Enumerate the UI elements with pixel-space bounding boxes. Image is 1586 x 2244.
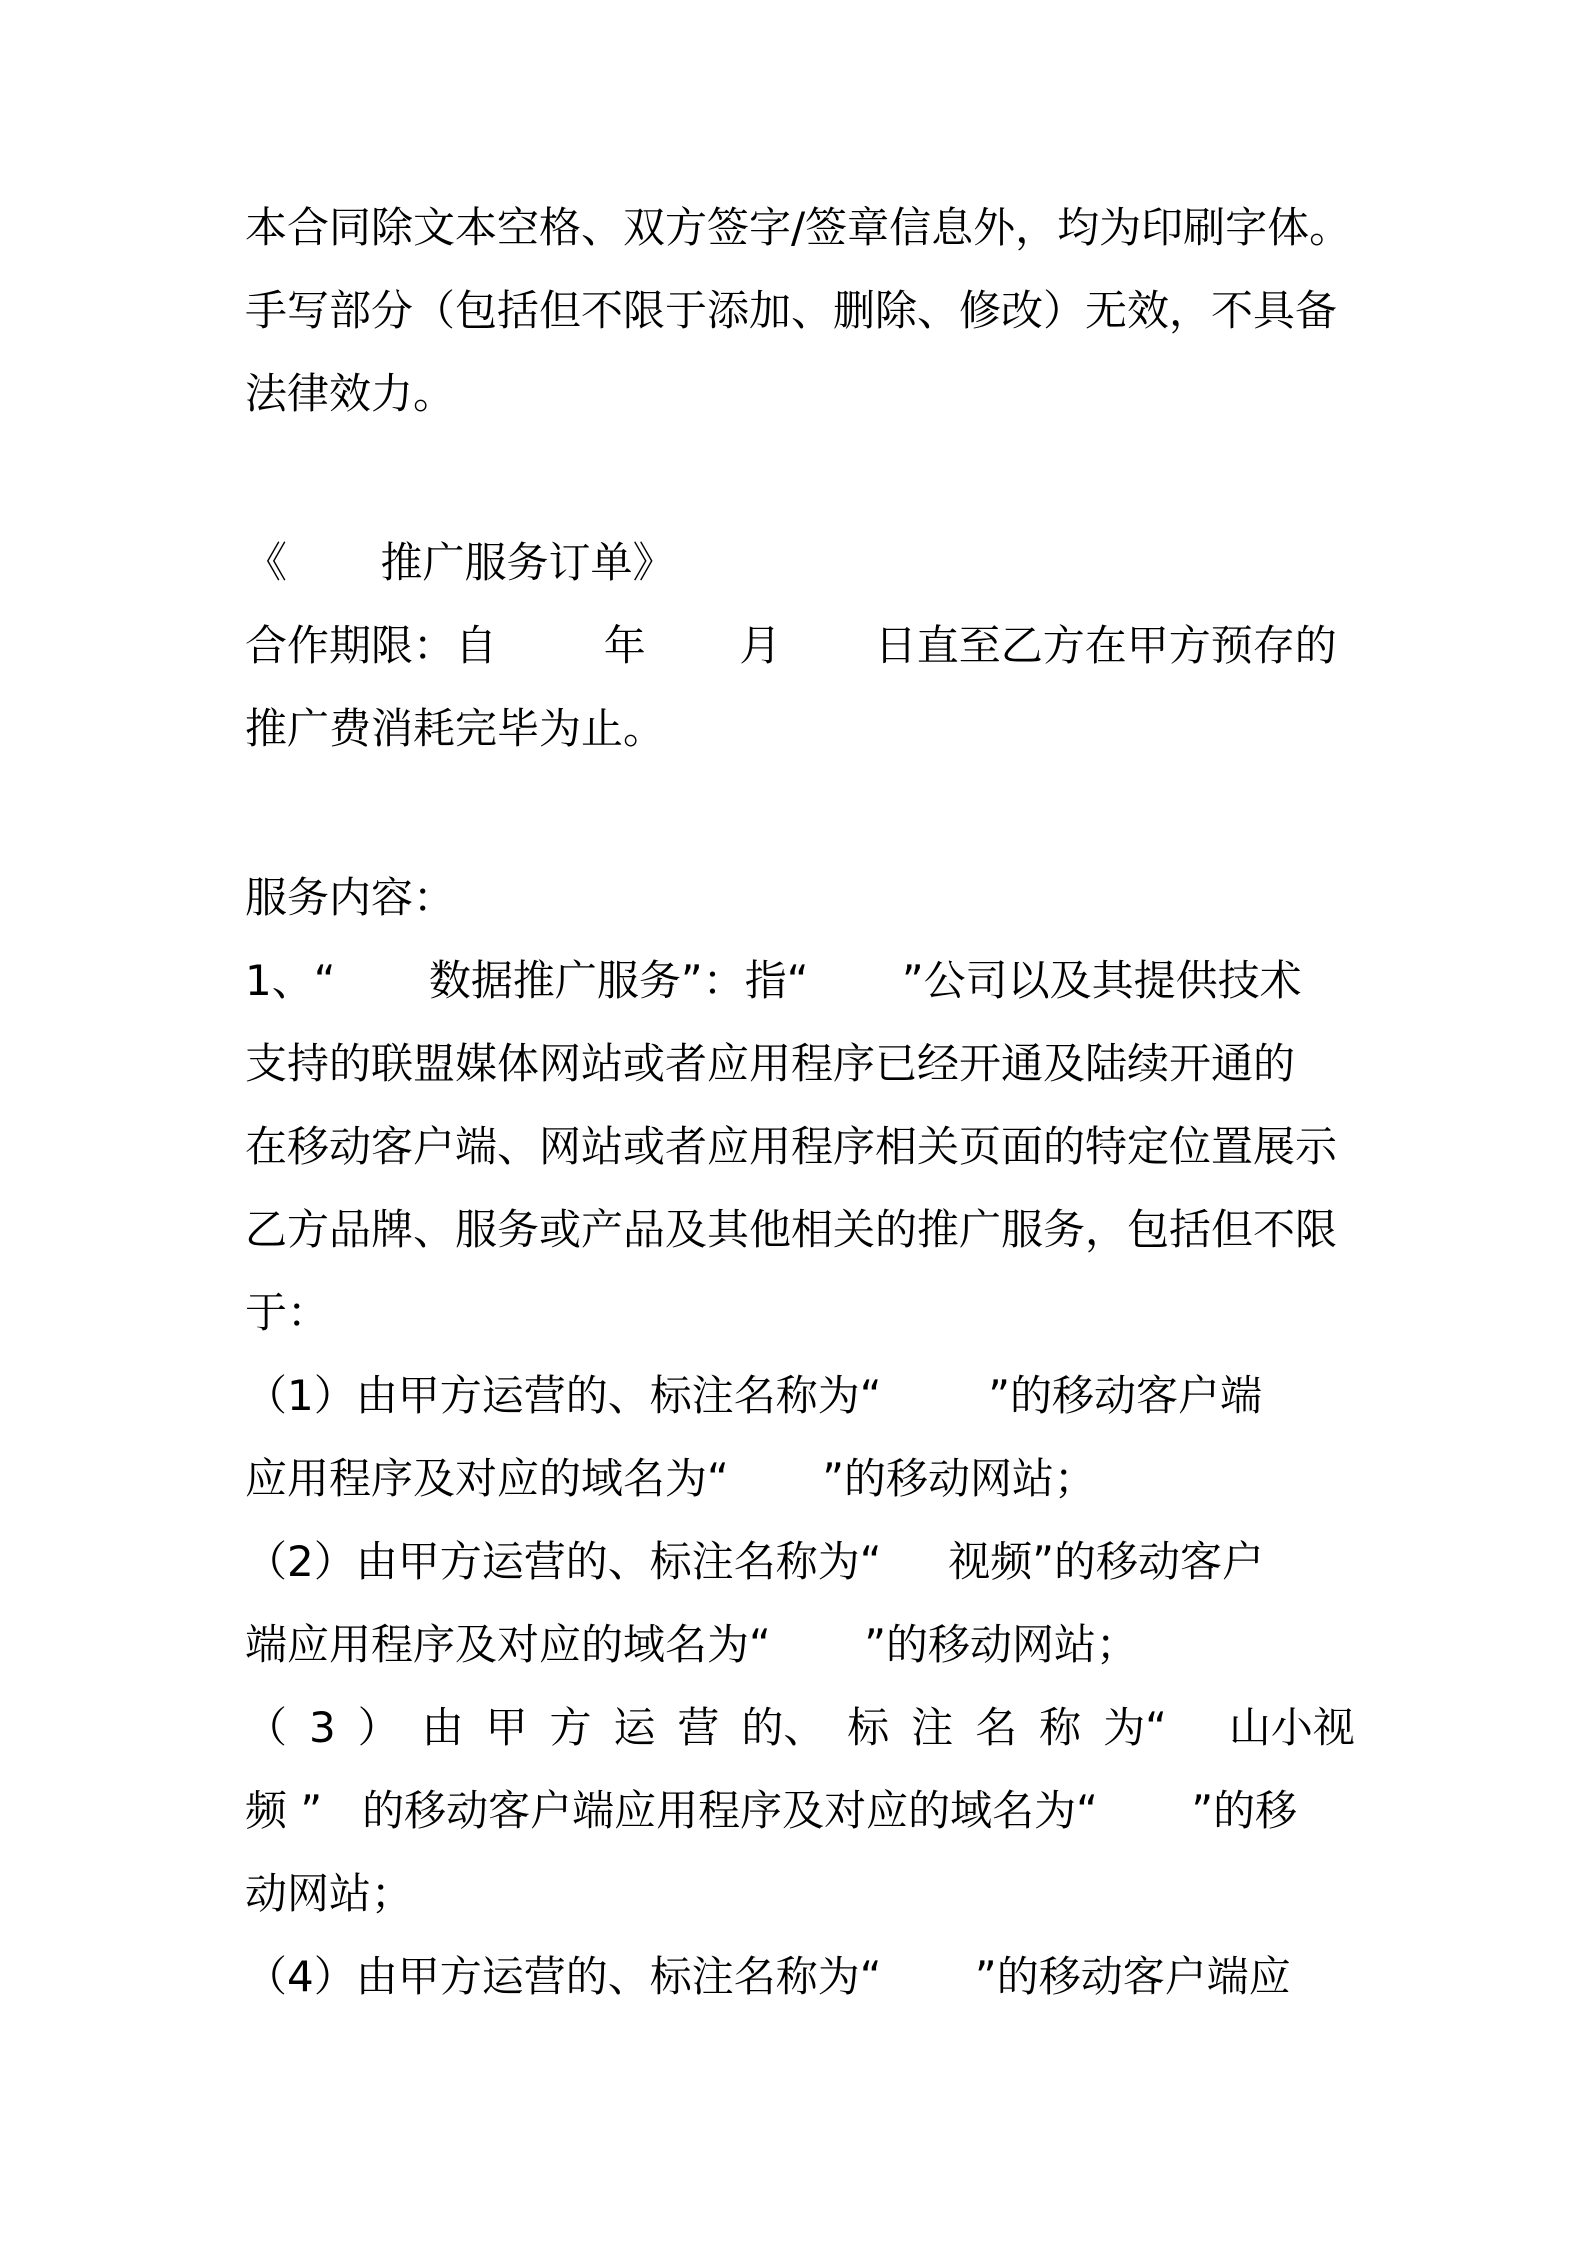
sub3-word: 由 <box>421 1703 464 1752</box>
item1-line-5: 于： <box>245 1288 330 1337</box>
sub3-word: 称 <box>1039 1703 1082 1752</box>
sub3-word: 名 <box>975 1703 1018 1752</box>
term-line-1: 合作期限：自 年 月 日直至乙方在甲方预存的 <box>245 621 1337 670</box>
sub3-line-1 <box>245 1698 1355 1758</box>
service-heading: 服务内容： <box>245 873 456 922</box>
sub3-word: 的、 <box>741 1703 826 1752</box>
item1-line-2: 支持的联盟媒体网站或者应用程序已经开通及陆续开通的 <box>245 1039 1296 1088</box>
sub2-line-1: （2）由甲方运营的、标注名称为“ 视频”的移动客户 <box>245 1537 1264 1586</box>
sub3-word: 甲 <box>485 1703 528 1752</box>
sub3-line-3: 动网站； <box>245 1869 414 1918</box>
sub3-word: 营 <box>677 1703 720 1752</box>
sub3-word: 注 <box>911 1703 954 1752</box>
item1-line-3: 在移动客户端、网站或者应用程序相关页面的特定位置展示 <box>245 1122 1338 1171</box>
item1-line-4: 乙方品牌、服务或产品及其他相关的推广服务，包括但不限 <box>245 1205 1338 1254</box>
notice-line-3: 法律效力。 <box>245 369 456 418</box>
sub3-word: 运 <box>613 1703 656 1752</box>
sub1-line-1: （1）由甲方运营的、标注名称为“ ”的移动客户端 <box>245 1371 1263 1420</box>
sub3-word: 山小视 <box>1188 1703 1355 1752</box>
sub3-word: ） <box>357 1703 400 1752</box>
sub2-line-2: 端应用程序及对应的域名为“ ”的移动网站； <box>245 1620 1138 1669</box>
sub3-word: 方 <box>549 1703 592 1752</box>
sub3-line-2: 频 ” 的移动客户端应用程序及对应的域名为“ ”的移 <box>245 1786 1298 1835</box>
term-line-2: 推广费消耗完毕为止。 <box>245 704 666 753</box>
sub1-line-2: 应用程序及对应的域名为“ ”的移动网站； <box>245 1454 1096 1503</box>
sub3-word: 3 <box>308 1703 336 1752</box>
notice-line-1: 本合同除文本空格、双方签字/签章信息外，均为印刷字体。 <box>245 203 1352 252</box>
item1-line-1: 1、“ 数据推广服务”：指“ ”公司以及其提供技术 <box>245 956 1302 1005</box>
order-title: 《 推广服务订单》 <box>245 538 675 587</box>
sub3-word: 为“ <box>1103 1703 1167 1752</box>
notice-line-2: 手写部分（包括但不限于添加、删除、修改）无效，不具备 <box>245 286 1338 335</box>
sub3-word: （ <box>245 1703 288 1752</box>
sub4-line-1: （4）由甲方运营的、标注名称为“ ”的移动客户端应 <box>245 1952 1291 2001</box>
sub3-word: 标 <box>847 1703 890 1752</box>
